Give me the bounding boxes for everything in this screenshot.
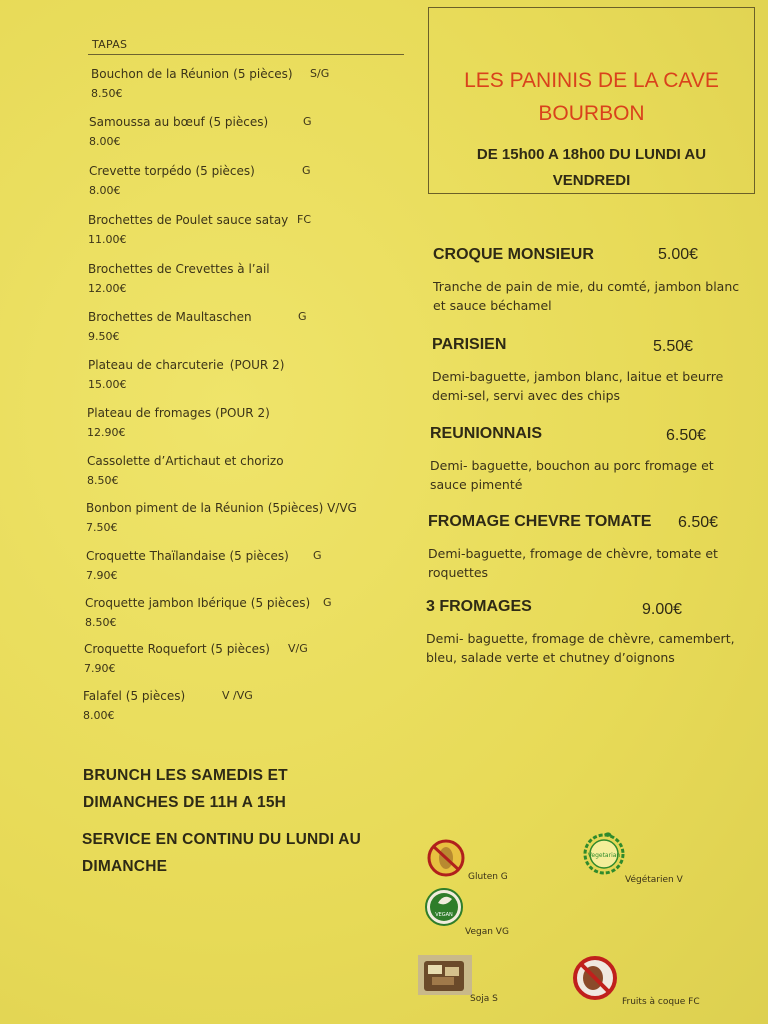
tapas-item: [88, 310, 378, 343]
tapas-item: [89, 164, 379, 197]
panini-price: 5.00€: [658, 246, 699, 263]
paninis-hours-line: VENDREDI: [552, 172, 631, 189]
panini-item: [428, 513, 728, 582]
tapas-item-name: Croquette jambon Ibérique: [85, 596, 247, 610]
legend-vegan: Vegan VG: [465, 927, 509, 937]
panini-desc-line: Tranche de pain de mie, du comté, jambon blanc: [433, 279, 740, 294]
panini-description: [430, 456, 750, 494]
tapas-item-qty: (5 pièces): [229, 549, 289, 563]
service-line: DIMANCHE: [82, 858, 168, 875]
legend-soja: Soja S: [470, 994, 498, 1004]
tapas-item-code: S/G: [310, 67, 330, 80]
tapas-item-name: Cassolette d’Artichaut et chorizo: [87, 454, 284, 468]
tapas-item-name: Croquette Roquefort: [84, 642, 207, 656]
vegetarian-badge-text: Vegetarian: [587, 852, 621, 859]
tapas-item-name: Crevette torpédo: [89, 164, 192, 178]
panini-price: 5.50€: [653, 338, 694, 355]
no-nuts-icon: [571, 954, 619, 1002]
service-line: SERVICE EN CONTINU DU LUNDI AU: [82, 831, 361, 848]
tapas-item: [87, 454, 377, 487]
tapas-item: [88, 213, 378, 246]
tapas-item-price: 11.00€: [88, 233, 127, 246]
vegan-badge-text: VEGAN: [435, 912, 453, 918]
tapas-item-qty: (5pièces) V/VG: [267, 501, 357, 515]
panini-name: PARISIEN: [432, 336, 507, 353]
tapas-item-price: 7.50€: [86, 521, 118, 534]
tapas-item-code: V /VG: [222, 689, 253, 702]
legend-vegetarien: Végétarien V: [625, 875, 683, 885]
tapas-item: [86, 501, 376, 534]
legend-fruits-a-coque: Fruits à coque FC: [622, 997, 700, 1007]
no-gluten-icon: [424, 838, 468, 878]
tapas-item-name: Bouchon de la Réunion: [91, 67, 230, 81]
tapas-item-name: Plateau de fromages: [87, 406, 212, 420]
tapas-item-code: G: [303, 115, 312, 128]
vegetarian-icon: [582, 828, 626, 880]
tapas-item-qty: (5 pièces): [233, 67, 293, 81]
tapas-item-qty: (POUR 2): [215, 406, 270, 420]
panini-description: [432, 367, 752, 405]
paninis-title-line: LES PANINIS DE LA CAVE: [464, 69, 719, 92]
panini-name: FROMAGE CHEVRE TOMATE: [428, 513, 652, 530]
tapas-item-name: Brochettes de Crevettes à l’ail: [88, 262, 270, 276]
brunch-note: [83, 762, 288, 816]
tapas-item-name: Brochettes de Poulet sauce satay: [88, 213, 289, 227]
panini-price: 6.50€: [666, 427, 707, 444]
tapas-item-qty: (POUR 2): [229, 358, 285, 372]
tapas-item-price: 8.00€: [83, 709, 115, 722]
service-note: [82, 826, 361, 880]
tapas-item-name: Samoussa au bœuf: [89, 115, 205, 129]
tapas-item-price: 12.90€: [87, 426, 126, 439]
tapas-item: [86, 549, 376, 582]
panini-description: [433, 277, 753, 315]
paninis-title-line: BOURBON: [538, 102, 645, 125]
tapas-item-price: 8.00€: [89, 184, 121, 197]
panini-description: [426, 629, 746, 667]
panini-desc-line: Demi-baguette, fromage de chèvre, tomate et: [428, 546, 718, 561]
brunch-line: BRUNCH LES SAMEDIS ET: [83, 767, 288, 784]
paninis-hours-line: DE 15h00 A 18h00 DU LUNDI AU: [476, 146, 707, 163]
panini-item: [433, 246, 740, 315]
tapas-item-name: Croquette Thaïlandaise: [86, 549, 226, 563]
tapas-item-code: G: [302, 164, 311, 177]
panini-item: [430, 425, 730, 494]
tapas-item: [89, 115, 379, 148]
tapas-item-code: G: [298, 310, 307, 323]
panini-item: [426, 598, 735, 667]
tapas-item: [84, 642, 374, 675]
tapas-item: [91, 67, 381, 100]
tapas-heading: TAPAS: [92, 38, 128, 51]
panini-item: [432, 336, 732, 405]
tapas-item-name: Bonbon piment de la Réunion: [86, 501, 264, 515]
panini-name: CROQUE MONSIEUR: [433, 246, 594, 263]
tapas-item-price: 7.90€: [86, 569, 118, 582]
tapas-item-qty: (5 pièces): [250, 596, 311, 610]
tapas-item-price: 15.00€: [88, 378, 127, 391]
tapas-item-code: FC: [297, 213, 312, 226]
panini-desc-line: bleu, salade verte et chutney d’oignons: [426, 650, 675, 665]
tapas-item-name: Plateau de charcuterie: [88, 358, 224, 372]
panini-desc-line: Demi-baguette, jambon blanc, laitue et beurre: [432, 369, 724, 384]
vegan-icon: [424, 887, 464, 927]
tapas-item-price: 8.50€: [87, 474, 119, 487]
tapas-item-qty: (5 pièces): [195, 164, 255, 178]
tapas-item-price: 8.50€: [85, 616, 117, 629]
panini-desc-line: demi-sel, servi avec des chips: [432, 388, 621, 403]
tapas-item-qty: (5 pièces): [125, 689, 186, 703]
tapas-item-code: G: [313, 549, 322, 562]
panini-description: [428, 544, 748, 582]
brunch-line: DIMANCHES DE 11H A 15H: [83, 794, 287, 811]
tapas-item: [88, 358, 378, 391]
panini-price: 9.00€: [642, 601, 683, 618]
tapas-item-price: 12.00€: [88, 282, 127, 295]
tapas-item-price: 7.90€: [84, 662, 116, 675]
tapas-item-qty: (5 pièces): [208, 115, 269, 129]
paninis-hours: [429, 142, 754, 194]
tapas-item: [83, 689, 373, 722]
tapas-item: [88, 262, 378, 295]
tapas-item: [85, 596, 375, 629]
panini-price: 6.50€: [678, 514, 719, 531]
tapas-item-code: G: [323, 596, 332, 609]
panini-desc-line: sauce pimenté: [430, 477, 523, 492]
paninis-title: [429, 64, 754, 130]
panini-desc-line: et sauce béchamel: [433, 298, 552, 313]
panini-desc-line: roquettes: [428, 565, 489, 580]
panini-name: 3 FROMAGES: [426, 598, 532, 615]
tapas-item-code: V/G: [288, 642, 308, 655]
legend-gluten: Gluten G: [468, 872, 508, 882]
panini-desc-line: Demi- baguette, fromage de chèvre, camembert,: [426, 631, 735, 646]
tapas-item-price: 9.50€: [88, 330, 120, 343]
tapas-item-price: 8.50€: [91, 87, 123, 100]
soja-icon: [418, 955, 472, 995]
tapas-item-price: 8.00€: [89, 135, 121, 148]
tapas-divider: [88, 54, 404, 55]
tapas-item-name: Brochettes de Maultaschen: [88, 310, 252, 324]
tapas-item-qty: (5 pièces): [210, 642, 270, 656]
panini-name: REUNIONNAIS: [430, 425, 543, 442]
panini-desc-line: Demi- baguette, bouchon au porc fromage et: [430, 458, 714, 473]
tapas-item-name: Falafel: [83, 689, 122, 703]
tapas-item: [87, 406, 377, 439]
paninis-header-box: [428, 7, 755, 194]
